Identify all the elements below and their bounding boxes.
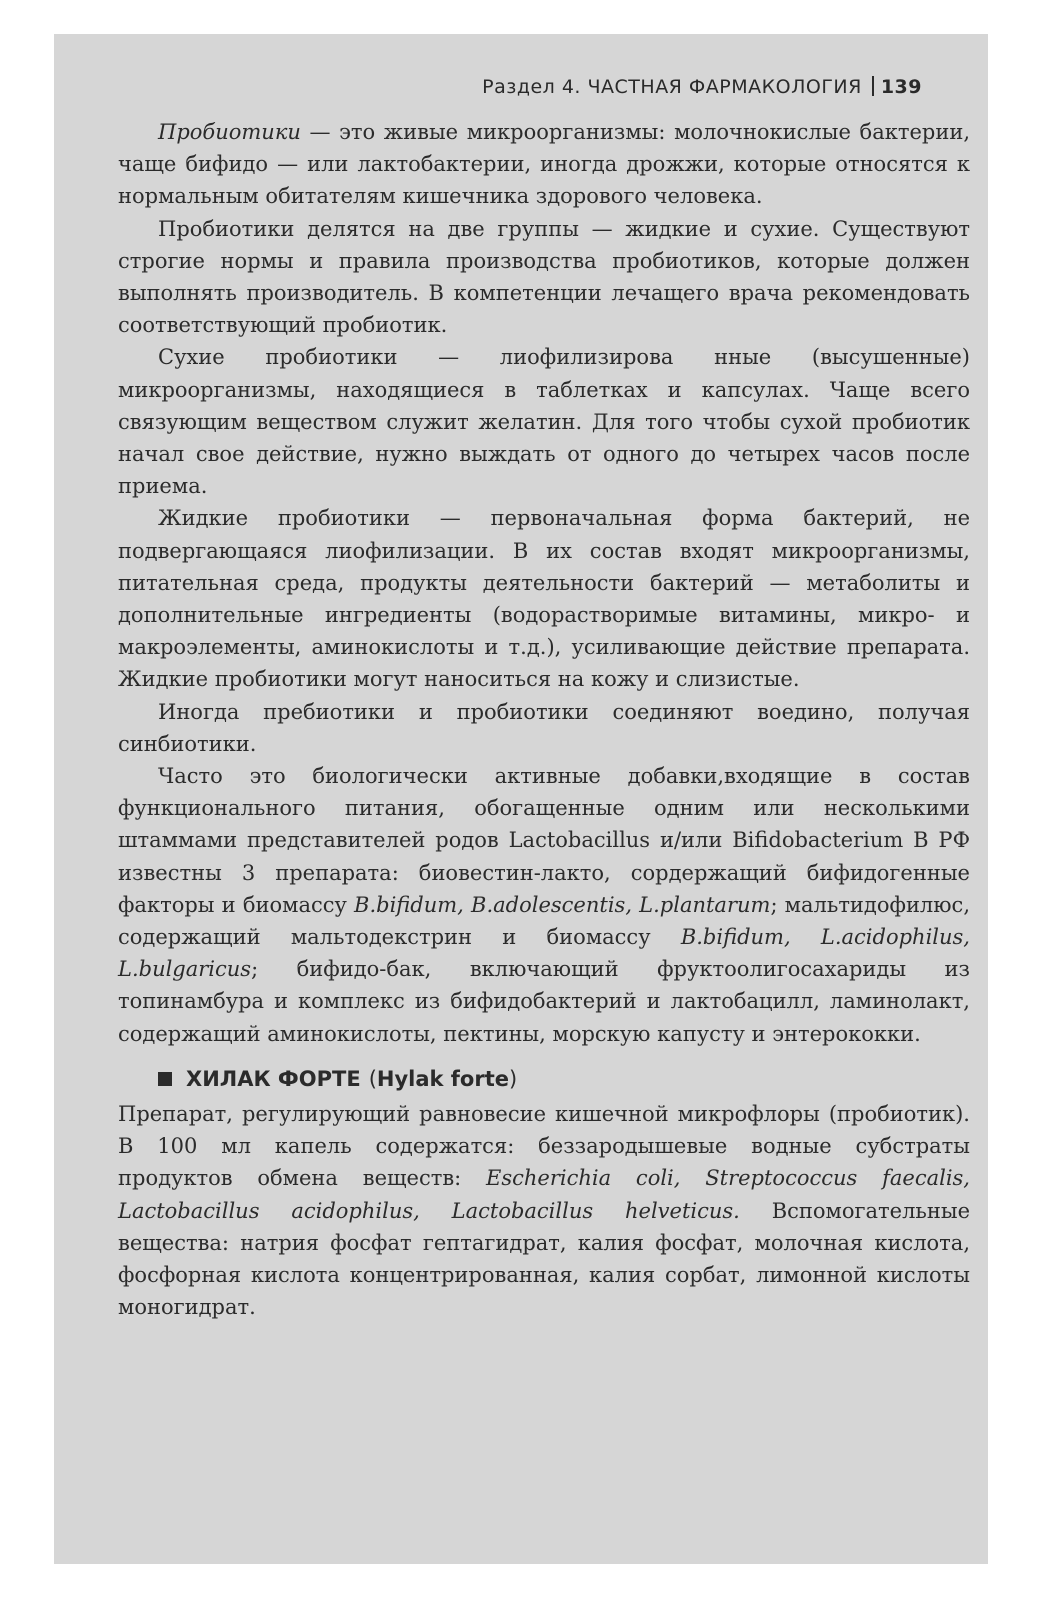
paragraph-synbiotics: Иногда пребиотики и пробиотики соединяют воедино, получая синбиотики. [118, 699, 970, 756]
section-title: Раздел 4. ЧАСТНАЯ ФАРМАКОЛОГИЯ [482, 76, 862, 98]
paragraph-probiotic-groups: Пробиотики делятся на две группы — жидкие и сухие. Существуют строгие нормы и правила производства пробиотиков, которые должен выполнять производитель. В компетенции лечащего врача рекомендовать соответствующий пробиотик. [118, 216, 970, 338]
page-number: 139 [880, 76, 922, 98]
paragraph-text: Препарат, регулирующий равновесие кишечной микрофлоры (пробиотик). В 100 мл капель содержатся: беззародышевые водные субстраты продуктов обмена веществ: [118, 1101, 970, 1191]
drug-title-latin: Hylak forte [376, 1066, 510, 1091]
italic-term: Пробиотики [158, 120, 301, 144]
italic-species: Escherichia coli, Streptococcus faecalis, Lactobacillus acidophilus, Lactobacillus helveticus. [118, 1166, 970, 1223]
drug-heading [158, 1063, 970, 1095]
paragraph-liquid-probiotics: Жидкие пробиотики — первоначальная форма бактерий, не подвергающаяся лиофилизации. В их состав входят микроорганизмы, питательная среда, продукты деятельности бактерий — метаболиты и дополнительные ингредиенты (водорастворимые витамины, микро- и макроэлементы, аминокислоты и т.д.), усиливающие действие препарата. Жидкие пробиотики могут наноситься на кожу и слизистые. [118, 506, 970, 692]
paragraph-hylak-forte [118, 1098, 970, 1323]
page-body [118, 116, 970, 1323]
drug-title-latin-wrap: (Hylak forte) [368, 1066, 518, 1091]
paragraph-supplements [118, 760, 970, 1050]
paragraph-text: — это живые микроорганизмы: молочнокислые бактерии, чаще бифидо — или лактобактерии, иногда дрожжи, которые относятся к нормальным обитателям кишечника здорового человека. [118, 120, 970, 209]
italic-species: B.bifidum, B.adolescentis, L.plantarum [354, 892, 771, 917]
paragraph-text: Часто это биологически активные добавки,входящие в состав функционального питания, обогащенные одним или несколькими штаммами представителей родов Lactobacillus и/или Bifidobacterium В РФ известны 3 препарата: биовестин-лакто, сордержащий бифидогенные факторы и биомассу [118, 764, 970, 917]
drug-title-ru: ХИЛАК ФОРТЕ [186, 1066, 361, 1091]
paragraph-dry-probiotics: Сухие пробиотики — лиофилизирова нные (высушенные) микроорганизмы, находящиеся в таблетках и капсулах. Чаще всего связующим веществом служит желатин. Для того чтобы сухой пробиотик начал свое действие, нужно выждать от одного до четырех часов после приема. [118, 345, 970, 499]
paragraph-probiotics-definition [118, 116, 970, 213]
paragraph-text: ; бифидо-бак, включающий фруктоолигосахариды из топинамбура и комплекс из бифидобактерий и лактобацилл, ламинолакт, содержащий аминокислоты, пектины, морскую капусту и энтерококки. [118, 957, 970, 1046]
square-bullet-icon [158, 1072, 172, 1086]
scanned-page [54, 34, 988, 1564]
italic-species: B.bifidum, L.acidophilus, L.bulgaricus [118, 925, 970, 982]
paragraph-text: Вспомогательные вещества: натрия фосфат гептагидрат, калия фосфат, молочная кислота, фосфорная кислота концентрированная, калия сорбат, лимонной кислоты моногидрат. [118, 1198, 971, 1320]
paragraph-text: ; мальтидофилюс, содержащий мальтодекстрин и биомассу [118, 892, 970, 950]
running-header [482, 76, 922, 98]
header-divider [872, 76, 874, 96]
